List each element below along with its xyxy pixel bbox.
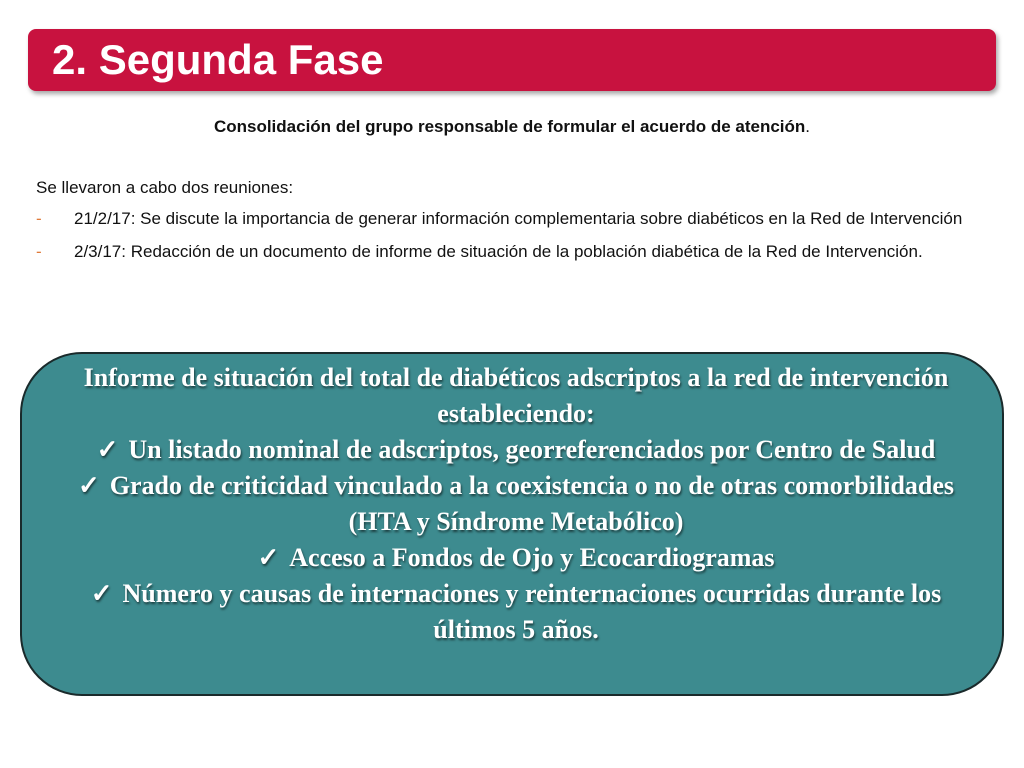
checkmark-icon: ✓ xyxy=(77,471,100,500)
slide-title: 2. Segunda Fase xyxy=(52,36,384,83)
checklist-item xyxy=(56,468,976,540)
checklist-item-text: Un listado nominal de adscriptos, georreferenciados por Centro de Salud xyxy=(128,435,936,464)
list-item xyxy=(36,240,982,263)
intro-text: Se llevaron a cabo dos reuniones: xyxy=(36,178,294,197)
checkmark-icon: ✓ xyxy=(96,435,119,464)
checklist-item xyxy=(56,540,976,576)
checklist-item-text: Grado de criticidad vinculado a la coexistencia o no de otras comorbilidades (HTA y Síndrome Metabólico) xyxy=(109,471,955,536)
list-item-text: 2/3/17: Redacción de un documento de informe de situación de la población diabética de la Red de Intervención. xyxy=(74,242,923,261)
checklist-item-text: Número y causas de internaciones y reinternaciones ocurridas durante los últimos 5 años. xyxy=(122,579,942,644)
title-bar xyxy=(28,29,996,91)
subtitle-period: . xyxy=(805,117,811,136)
meetings-list xyxy=(36,207,982,273)
summary-box-content xyxy=(56,360,976,648)
subtitle xyxy=(0,116,1024,138)
checkmark-icon: ✓ xyxy=(257,543,280,572)
subtitle-bold-text: Consolidación del grupo responsable de formular el acuerdo de atención xyxy=(213,117,806,136)
dash-marker: - xyxy=(36,209,42,228)
checkmark-icon: ✓ xyxy=(90,579,113,608)
list-item xyxy=(36,207,982,230)
checklist-item-text: Acceso a Fondos de Ojo y Ecocardiogramas xyxy=(289,543,775,572)
summary-heading: Informe de situación del total de diabéticos adscriptos a la red de intervención estableciendo: xyxy=(83,363,949,428)
summary-box xyxy=(20,352,1004,696)
list-item-text: 21/2/17: Se discute la importancia de generar información complementaria sobre diabéticos en la Red de Intervención xyxy=(74,209,963,228)
dash-marker: - xyxy=(36,242,42,261)
checklist-item xyxy=(56,576,976,648)
checklist-item xyxy=(56,432,976,468)
